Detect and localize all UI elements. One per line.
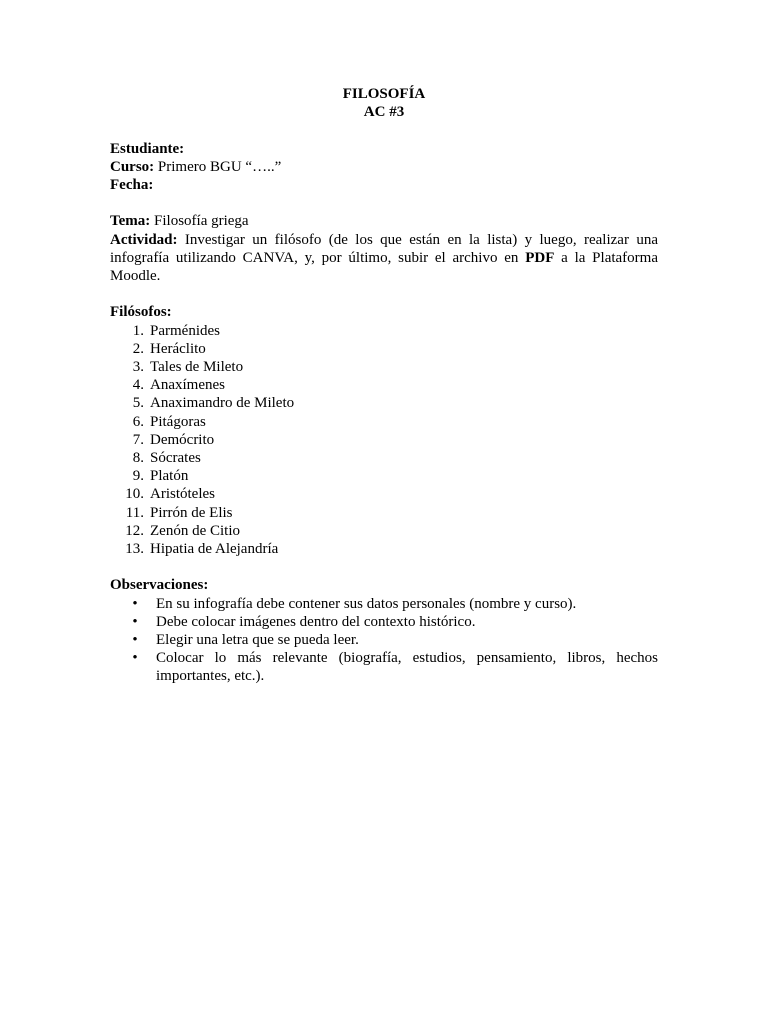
filosofo-name: Heráclito bbox=[150, 340, 206, 357]
observacion-item bbox=[110, 631, 658, 649]
list-number: 8. bbox=[132, 450, 144, 467]
spacer bbox=[110, 121, 658, 139]
filosofo-name: Aristóteles bbox=[150, 486, 215, 503]
filosofo-name: Pirrón de Elis bbox=[150, 504, 233, 521]
filosofos-heading: Filósofos: bbox=[110, 304, 172, 321]
filosofo-item bbox=[110, 522, 658, 540]
observacion-item bbox=[110, 595, 658, 613]
filosofo-name: Hipatia de Alejandría bbox=[150, 541, 279, 558]
observaciones-heading: Observaciones: bbox=[110, 577, 209, 594]
filosofo-name: Demócrito bbox=[150, 431, 215, 448]
filosofo-name: Zenón de Citio bbox=[150, 522, 240, 539]
filosofo-item bbox=[110, 340, 658, 358]
document-title: FILOSOFÍA bbox=[342, 86, 426, 102]
bullet-icon: • bbox=[132, 613, 138, 630]
filosofo-name: Anaxímenes bbox=[150, 377, 225, 394]
actividad-text-before: Investigar un filósofo (de los que están en la lista) y luego, realizar una infografía utilizando CANVA, y, por último, subir el archivo en bbox=[110, 231, 658, 266]
actividad-pdf: PDF bbox=[525, 249, 555, 266]
filosofo-item bbox=[110, 467, 658, 485]
spacer bbox=[110, 194, 658, 212]
filosofo-item bbox=[110, 485, 658, 503]
list-number: 12. bbox=[125, 522, 144, 539]
actividad-paragraph bbox=[110, 231, 658, 286]
filosofos-list bbox=[110, 322, 658, 559]
filosofo-item bbox=[110, 431, 658, 449]
document-page bbox=[110, 85, 658, 686]
curso-label: Curso: bbox=[110, 158, 155, 175]
filosofo-item bbox=[110, 376, 658, 394]
tema-line bbox=[110, 212, 658, 230]
actividad-text-after: a la Plataforma Moodle. bbox=[110, 249, 658, 284]
filosofo-item bbox=[110, 540, 658, 558]
observacion-text: En su infografía debe contener sus datos personales (nombre y curso). bbox=[156, 595, 577, 612]
list-number: 13. bbox=[125, 541, 144, 558]
filosofo-name: Sócrates bbox=[150, 450, 201, 467]
document-subtitle: AC #3 bbox=[363, 104, 405, 121]
filosofo-name: Tales de Mileto bbox=[150, 359, 244, 375]
bullet-icon: • bbox=[132, 595, 138, 612]
list-number: 1. bbox=[132, 322, 144, 339]
filosofo-item bbox=[110, 358, 658, 376]
filosofo-item bbox=[110, 322, 658, 340]
list-number: 9. bbox=[132, 468, 144, 485]
list-number: 7. bbox=[132, 431, 144, 448]
filosofo-name: Platón bbox=[150, 468, 189, 485]
list-number: 11. bbox=[125, 504, 144, 521]
estudiante-label: Estudiante: bbox=[110, 140, 185, 157]
bullet-icon: • bbox=[132, 632, 138, 649]
observacion-item bbox=[110, 649, 658, 685]
actividad-label: Actividad: bbox=[110, 231, 178, 248]
list-number: 2. bbox=[132, 340, 144, 357]
list-number: 6. bbox=[132, 413, 144, 430]
filosofo-item bbox=[110, 394, 658, 412]
observaciones-list bbox=[110, 595, 658, 686]
tema-label: Tema: bbox=[110, 213, 151, 230]
observacion-text: Colocar lo más relevante (biografía, estudios, pensamiento, libros, hechos importantes, etc.). bbox=[156, 650, 658, 685]
fecha-line bbox=[110, 176, 658, 194]
filosofo-item bbox=[110, 504, 658, 522]
list-number: 4. bbox=[132, 377, 144, 394]
list-number: 5. bbox=[132, 395, 144, 412]
filosofo-item bbox=[110, 413, 658, 431]
list-number: 3. bbox=[132, 359, 144, 375]
list-number: 10. bbox=[125, 486, 144, 503]
tema-value: Filosofía griega bbox=[150, 213, 249, 230]
filosofo-name: Parménides bbox=[150, 322, 220, 339]
filosofo-name: Anaximandro de Mileto bbox=[150, 395, 295, 412]
bullet-icon: • bbox=[132, 650, 138, 667]
curso-value: Primero BGU “…..” bbox=[154, 158, 282, 175]
spacer bbox=[110, 285, 658, 303]
fecha-label: Fecha: bbox=[110, 177, 154, 193]
estudiante-line bbox=[110, 140, 658, 158]
observacion-text: Debe colocar imágenes dentro del contexto histórico. bbox=[156, 613, 476, 630]
observacion-item bbox=[110, 613, 658, 631]
filosofo-name: Pitágoras bbox=[150, 413, 206, 430]
filosofo-item bbox=[110, 449, 658, 467]
spacer bbox=[110, 558, 658, 576]
observacion-text: Elegir una letra que se pueda leer. bbox=[156, 632, 359, 649]
curso-line bbox=[110, 158, 658, 176]
